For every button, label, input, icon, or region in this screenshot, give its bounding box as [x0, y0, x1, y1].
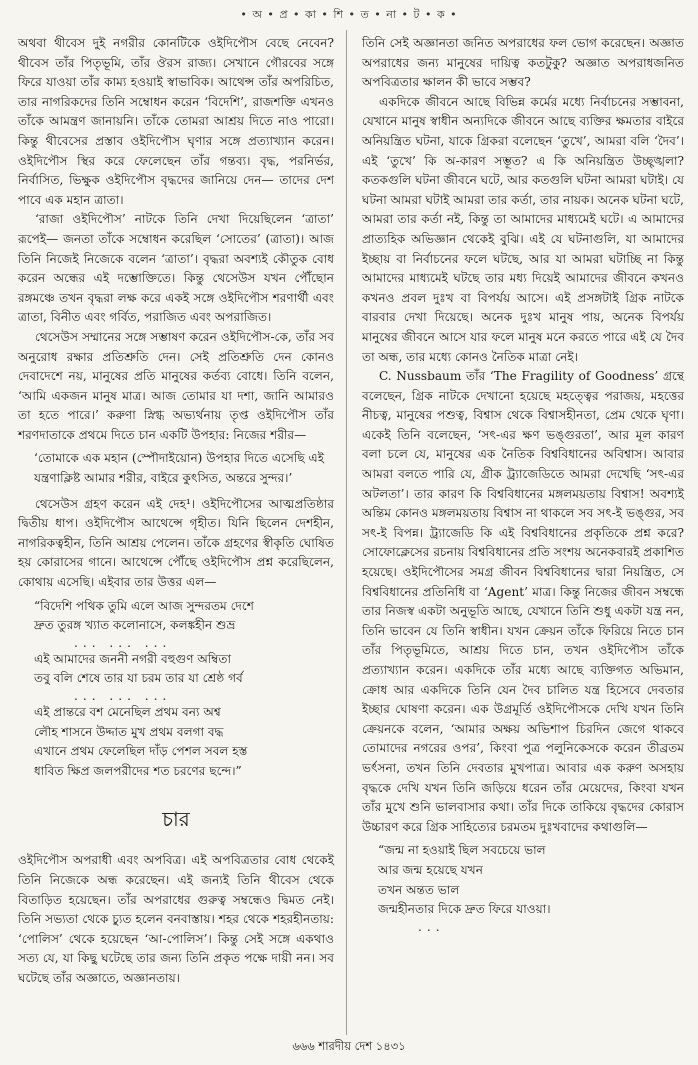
paragraph: অথবা থীবেস দুই নগরীর কোনটিকে ওইদিপৌস বেছে নেবেন? থীবেস তাঁর পিতৃভূমি, তাঁর ঔরস রাজ্য। সেখানে গৌরবের সঙ্গে ফিরে যাওয়া তাঁর কাম্য হওয়াই স্বাভাবিক। আথেন্স তাঁর অপরিচিত, তার নাগরিকদের তিনি সম্বোধন করেন ‘বিদেশি’, রাজশক্তি এখনও তাঁকে আমন্ত্রণ জানায়নি। তাঁকে তোমরা আশ্রয় দিতে নাও পারো। কিন্তু থীবেসের প্রস্তাব ওইদিপৌস ঘৃণার সঙ্গে প্রত্যাখ্যান করেন। ওইদিপৌস স্থির করে ফেলেছেন তাঁর গন্তব্য। বৃদ্ধ, পরনির্ভর, নির্বাসিত, ভিক্ষুক ওইদিপৌস বৃদ্ধদের জানিয়ে দেন— তাদের দেশ পাবে এক মহান ত্রাতা।	[18, 36, 334, 207]
verse-line: ধাবিত ক্ষিপ্র জলপরীদের শত চরণের ছন্দে।”	[34, 763, 242, 778]
ellipsis: ...	[418, 919, 445, 934]
ellipsis: ... ... ...	[74, 689, 172, 703]
paragraph: ‘রাজা ওইদিপৌস’ নাটকে তিনি দেখা দিয়েছিলেন ‘ত্রাতা’ রূপেই— জনতা তাঁকে সম্বোধন করেছিল ‘সোতের’ (ত্রাতা)। আজ তিনি নিজেই নিজেকে বলেন ‘ত্রাতা’। বৃদ্ধরা অবশ্যই কৌতুক বোধ করেন অন্ধের এই দম্ভোক্তিতে। কিন্তু থেসেউস যখন পৌঁছোন রঙ্গমঞ্চে তখন বৃদ্ধরা লক্ষ করে একই সঙ্গে ওইদিপৌস শরণার্থী এবং ত্রাতা, বিনীত এবং গর্বিত, পরাজিত এবং অপরাজিত।	[18, 212, 334, 325]
left-column	[18, 34, 334, 989]
paragraph: ওইদিপৌস অপরাধী এবং অপবিত্র। এই অপবিত্রতার বোধ থেকেই তিনি নিজেকে অন্ধ করেছেন। এই জন্যই তিনি থীবেস থেকে বিতাড়িত হয়েছেন। তাঁর অপরাধের গুরুত্ব সম্বন্ধেও দ্বিমত নেই। তিনি সভ্যতা থেকে চ্যুত হলেন বনবাস্তায়। শহর থেকে শহরহীনতায়: ‘পোলিস’ থেকে হয়েছেন ‘আ-পোলিস’। কিন্তু সেই সঙ্গে একথাও সত্য যে, যা কিছু ঘটেছে তার জন্য তিনি প্রকৃত পক্ষে দায়ী নন। সব ঘটেছে তাঁর অজ্ঞাতে, অজ্ঞানতায়।	[18, 853, 334, 985]
paragraph: থেসেউস গ্রহণ করেন এই দেহ¹। ওইদিপৌসের আত্মপ্রতিষ্ঠার দ্বিতীয় ধাপ। ওইদিপৌস আথেন্সে গৃহীত। যিনি ছিলেন দেশহীন, নাগরিকত্বহীন, তিনি আশ্রয় পেলেন। তাঁকে গ্রহণের স্বীকৃতি ঘোষিত হয় কোরাসের গানে। আথেন্সে পৌঁছে ওইদিপৌস প্রশ্ন করেছিলেন, কোথায় এসেছি। এইবার তার উত্তর এল—	[18, 496, 334, 590]
quote-text: ‘তোমাকে এক মহান (স্পৌদাইয়োন) উপহার দিতে এসেছি এই যন্ত্রণাক্লিষ্ট আমার শরীর, বাইরে কুৎসিত, অন্তরে সুন্দর।’	[34, 451, 324, 486]
column-divider	[346, 30, 347, 1035]
verse-line: জন্মহীনতার দিকে দ্রুত ফিরে যাওয়া।	[378, 902, 551, 917]
page-footer: ৬৬৬ শারদীয় দেশ ১৪৩১	[292, 1039, 406, 1053]
section-heading: চার	[162, 807, 190, 832]
block-quote	[18, 449, 334, 488]
verse-line: আর জন্ম হয়েছে যখন	[378, 862, 483, 877]
verse-line: “জন্ম না হওয়াই ছিল সবচেয়ে ভাল	[378, 843, 546, 858]
paragraph: একদিকে জীবনে আছে বিভিন্ন কর্মের মধ্যে নির্বাচনের সম্ভাবনা, যেখানে মানুষ স্বাধীন অন্যদিকে জীবনে আছে ব্যক্তির ক্ষমতার বাইরে অনিয়ন্ত্রিত ঘটনা, যাকে গ্রিকরা বলেছেন ‘তুখে’, আমরা বলি ‘দৈব’। এই ‘তুখে’ কি অ-কারণ সম্ভূত? এ কি অনিয়ন্ত্রিত উচ্ছৃঙ্খলা? কতকগুলি ঘটনা জীবনে ঘটে, আর কতগুলি ঘটনা আমরা ঘটাই। যে ঘটনা আমরা ঘটাই আমরা তার কর্তা, তার নায়ক। অনেক ঘটনা ঘটে, আমরা তার কর্তা নই, কিন্তু তা আমাদের মাধ্যমেই ঘটে। এ আমাদের প্রাত্যহিক অভিজ্ঞান থেকেই বুঝি। এই যে ঘটনাগুলি, যা আমাদের ইচ্ছায় বা নির্বাচনের ফলে ঘটছে, আর যা আমরা ঘটাচ্ছি না কিন্তু আমাদের মাধ্যমেই ঘটছে তার মধ্য দিয়েই আমাদের জীবনে কখনও কখনও প্রবল দুঃখ বা বিপর্যয় আসে। এই প্রসঙ্গটাই গ্রিক নাটকে বারবার দেখা দিয়েছে। অনেক দুঃখ মানুষ পায়, অনেক বিপর্যয় মানুষের জীবনে আসে যার ফলে মানুষ মনে করতে পারে এই যে দৈব তা অন্ধ, তার মধ্যে কোনও নৈতিক মাত্রা নেই।	[362, 94, 684, 364]
verse-line: এই প্রান্তরে বশ মেনেছিল প্রথম বন্য অশ্ব	[34, 705, 221, 719]
verse-block	[362, 841, 684, 933]
paragraph: C. Nussbaum তাঁর ‘The Fragility of Goodness’ গ্রন্থে বলেছেন, গ্রিক নাটকে দেখানো হয়েছে মহত্ত্বের পরাজয়, মহত্তের নীচত্ব, মানুষের পশুত্ব, বিশ্বাস থেকে বিশ্বাসহীনতা, প্রেম থেকে ঘৃণা। একেই তিনি বলেছেন, ‘সৎ-এর ক্ষণ ভঙ্গুরতা’, আর মূল কারণ বলা চলে যে, মানুষের এক নৈতিক বিশ্ববিধানের অবিশ্বাস। আবার আমরা বলতে পারি যে, গ্রীক ট্র্যাজেডিতে আমরা দেখেছি ‘সৎ-এর অটলতা’। তার কারণ কি বিশ্ববিধানের মঙ্গলময়তায় বিশ্বাস! অবশ্যই অন্তিম কোনও মঙ্গলময়তায় বিশ্বাস না থাকলে সব সৎ-ই ভঙ্গুর, সব সৎ-ই বিপন্ন। ট্র্যাজেডি কি এই বিশ্ববিধানের প্রকৃতিকে প্রশ্ন করে? সোফোক্লেসের রচনায় বিশ্ববিধানের প্রতি সংশয় অনেকবারই প্রকাশিত হয়েছে। ওইদিপৌসের সমগ্র জীবন বিশ্ববিধানের দ্বারা নিয়ন্ত্রিত, সে বিশ্ববিধানের প্রতিনিধি বা ‘Agent’ মাত্র। কিন্তু নিজের জীবন সম্বন্ধে তার নিজস্ব একটা অনুভূতি আছে, যেখানে তিনি শুধু একটা যন্ত্র নন, তিনি ভাবেন যে তিনি স্বাধীন। যখন ক্রেয়ন তাঁকে ফিরিয়ে নিতে চান তাঁর পিতৃভূমিতে, আশ্রয় দিতে চান, তখন ওইদিপৌস তাঁকে প্রত্যাখ্যান করেন। একদিকে তাঁর মধ্যে আছে ব্যক্তিগত অভিমান, ক্রোধ আর একদিকে তিনি যেন দৈব চালিত যন্ত্র হিসেবে দেবতার ইচ্ছার ঘোষণা করেন। এক উগ্রমূর্তি ওইদিপৌসকে দেখি যখন তিনি ক্রেয়নকে বলেন, ‘আমার অক্ষয় অভিশাপ চিরদিন জেগে থাকবে তোমাদের নগরের ওপর’, কিংবা পুত্র পলুনিকেসকে করেন তীব্রতম ভর্ৎসনা, তখন তিনি দেবতার মুখপাত্র। আবার এক করুণ অসহায় বৃদ্ধকে দেখি যখন তিনি জড়িয়ে ধরেন তাঁর মেয়েদের, কিংবা যখন তাঁর মুখে শুনি ভালবাসার কথা। তাঁর দিকে তাকিয়ে বৃদ্ধদের কোরাস উচ্চারণ করে গ্রিক সাহিত্যের চরমতম দুঃখবাদের কথাগুলি—	[362, 369, 684, 834]
verse-line: এই আমাদের জননী নগরী বহুগুণ অম্বিতা	[34, 651, 232, 666]
verse-line: “বিদেশি পথিক তুমি এলে আজ সুন্দরতম দেশে	[34, 598, 254, 613]
verse-line: তখন অন্তত ভাল	[378, 882, 460, 897]
paragraph: থেসেউস সম্মানের সঙ্গে সম্ভাষণ করেন ওইদিপৌস-কে, তাঁর সব অনুরোধ রক্ষার প্রতিশ্রুতি দেন। সেই প্রতিশ্রুতি দেন কোনও দেবাদেশে নয়, মানুষের প্রতি মানুষের কর্তব্য বোধে। তিনি বলেন, ‘আমি একজন মানুষ মাত্র। আজ তোমার যা দশা, জানি আমারও তা হতে পারে।’ করুণা স্নিগ্ধ অভ্যর্থনায় তৃপ্ত ওইদিপৌস তাঁর শরণদাতাকে প্রথমে দিতে চান একটি উপহার: নিজের শরীর—	[18, 329, 334, 442]
verse-block	[18, 597, 334, 782]
verse-line: তবু বলি শেষে তার যা চরম তার যা শ্রেষ্ঠ গর্ব	[34, 671, 243, 686]
paragraph: তিনি সেই অজ্ঞানতা জনিত অপরাধের ফল ভোগ করেছেন। অজ্ঞাত অপরাধের জন্য মানুষের দায়িত্ব কতটুকু? অজ্ঞাত অপরাধজনিত অপবিত্রতার ক্ষালন কী ভাবে সম্ভব?	[362, 36, 684, 90]
right-column	[362, 34, 684, 940]
section-header: • অ • প্র • কা • শি • ত • না • ট • ক •	[240, 8, 458, 21]
verse-line: দ্রুত তুরঙ্গ খ্যাত কলোনাসে, কলঙ্কহীন শুভ্র	[34, 618, 236, 633]
verse-line: লৌহ শাসনে উদ্দাত মুখ প্রথম বলগা বদ্ধ	[34, 724, 224, 739]
ellipsis: ... ... ...	[74, 635, 172, 650]
verse-line: এখানে প্রথম ফেলেছিল দাঁড় পেশল সবল হস্ত	[34, 744, 248, 759]
